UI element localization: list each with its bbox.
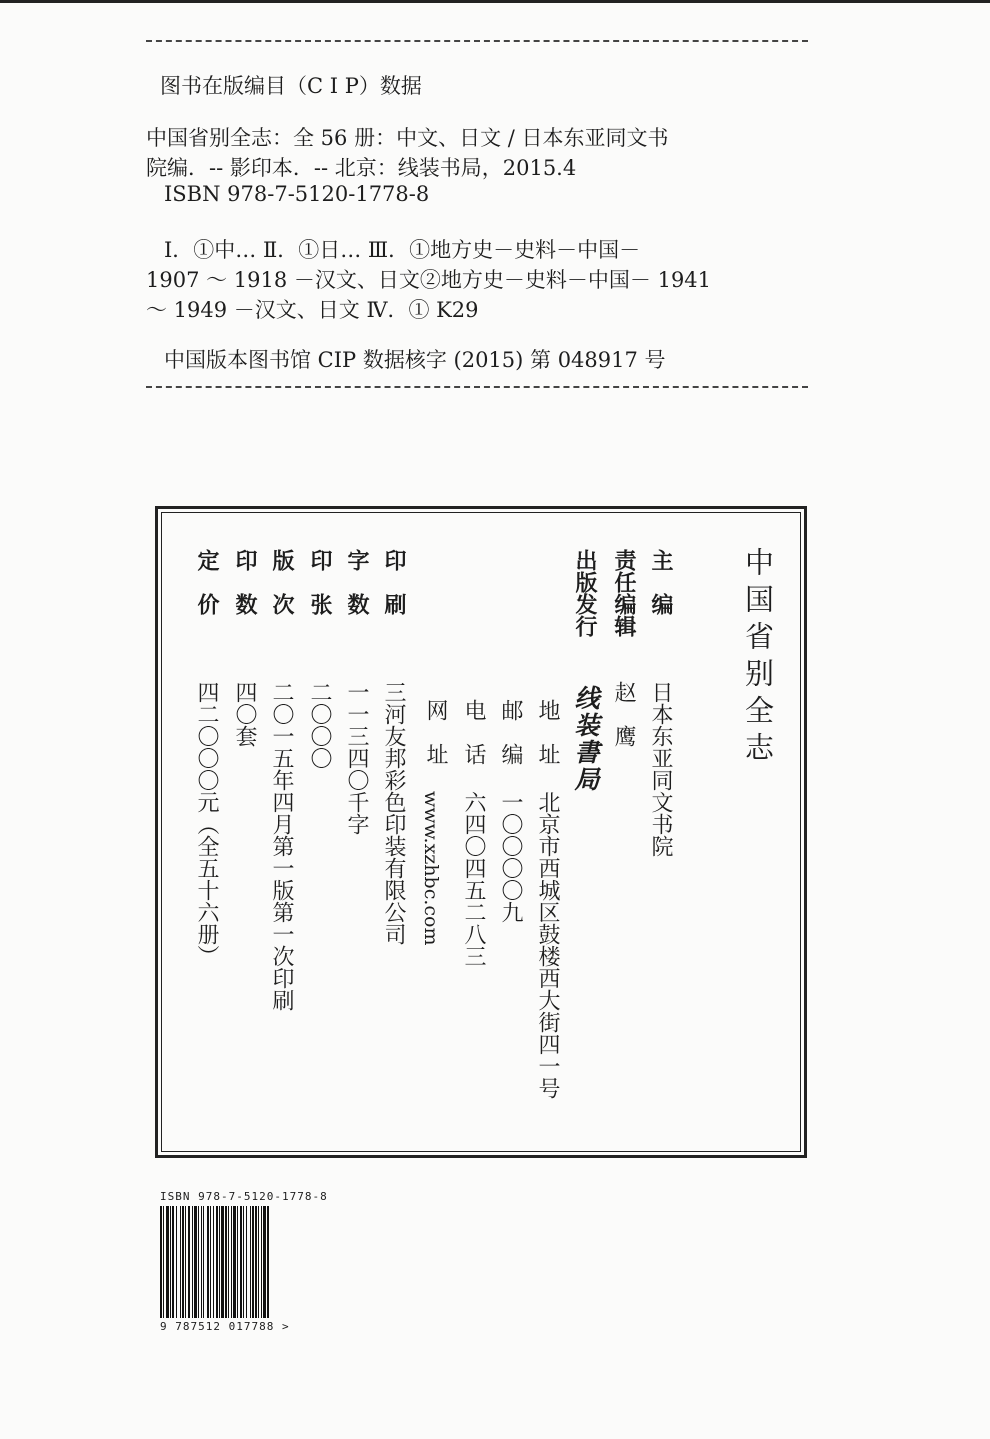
sheets-value: 二〇〇〇 [307,681,332,769]
wordcount-value: 一一三四〇千字 [344,681,369,835]
printer-value: 三河友邦彩色印装有限公司 [381,681,406,945]
cip-bottom-divider [146,386,808,388]
publisher-label: 出版发行 [572,549,597,637]
editor-label: 主 编 [648,549,673,615]
responsible-editor-value: 赵 鹰 [611,681,636,747]
cip-record-number: 中国版本图书馆 CIP 数据核字 (2015) 第 048917 号 [164,348,666,372]
responsible-editor-label: 责任编辑 [611,549,636,637]
postcode-value: 一〇〇〇〇九 [498,791,523,923]
wordcount-label: 字 数 [344,549,369,615]
phone-label: 电 话 [461,699,486,765]
edition-value: 二〇一五年四月第一版第一次印刷 [269,681,294,1011]
cip-subject-line3: ～ 1949 －汉文、日文 Ⅳ．① K29 [146,298,479,322]
barcode-digits: 9 787512 017788 > [160,1320,290,1333]
top-border [0,0,990,3]
cip-isbn: ISBN 978-7-5120-1778-8 [164,182,430,206]
website-value[interactable]: www.xzhbc.com [420,791,442,946]
sheets-label: 印 张 [307,549,332,615]
website-label: 网 址 [423,699,448,765]
publisher-value: 线装書局 [571,685,600,793]
address-label: 地 址 [535,699,560,765]
editor-value: 日本东亚同文书院 [648,681,673,857]
isbn-barcode [160,1190,340,1333]
barcode-isbn-text: ISBN 978-7-5120-1778-8 [160,1190,328,1203]
cip-heading: 图书在版编目（C I P）数据 [160,74,422,98]
printrun-value: 四〇套 [232,681,257,747]
cip-entry-line2: 院编．-- 影印本．-- 北京：线装书局，2015.4 [146,156,577,180]
printer-label: 印 刷 [381,549,406,615]
colophon-box [155,506,807,1158]
cip-subject-line2: 1907 ～ 1918 －汉文、日文②地方史－史料－中国－ 1941 [146,268,712,292]
cip-top-divider [146,40,808,42]
price-value: 四二〇〇〇元（全五十六册） [194,681,219,967]
barcode-bars [160,1206,340,1318]
barcode-stripe [269,1206,270,1318]
postcode-label: 邮 编 [498,699,523,765]
cip-subject-line1: Ⅰ．①中… Ⅱ．①日… Ⅲ．①地方史－史料－中国－ [164,238,641,262]
edition-label: 版 次 [269,549,294,615]
printrun-label: 印 数 [232,549,257,615]
book-title: 中国省别全志 [741,547,775,769]
address-value: 北京市西城区鼓楼西大街四一号 [535,791,560,1099]
phone-value: 六四〇四五二八三 [461,791,486,967]
price-label: 定 价 [194,549,219,615]
cip-entry-line1: 中国省别全志：全 56 册：中文、日文 / 日本东亚同文书 [146,126,669,150]
